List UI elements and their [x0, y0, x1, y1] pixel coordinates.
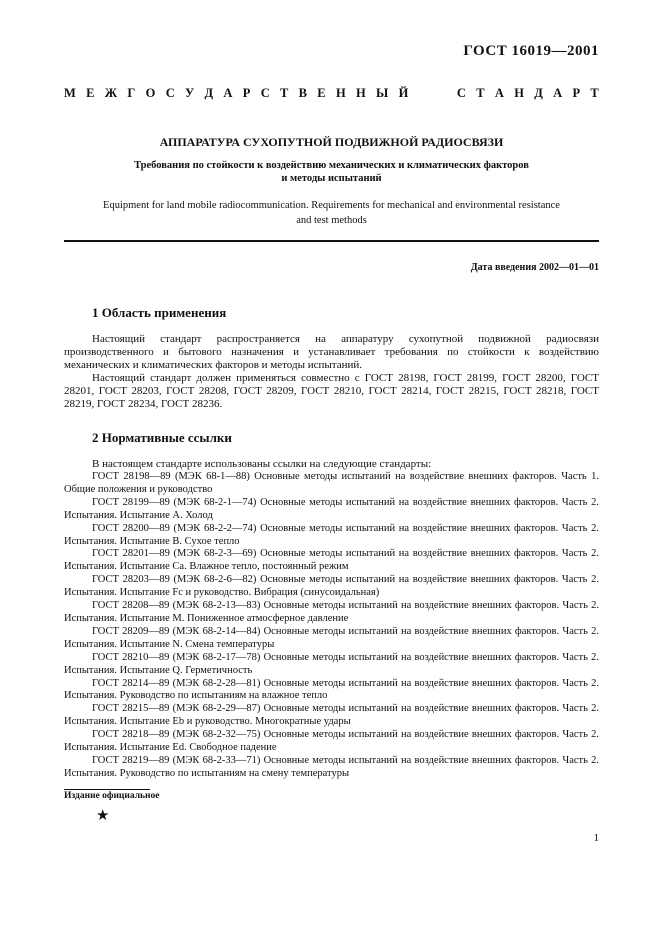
reference-item: ГОСТ 28218—89 (МЭК 68-2-32—75) Основные методы испытаний на воздействие внешних факторов. Часть 2. Испытания. Испытание Ed. Свободное падение [64, 729, 599, 754]
interstate-letter: Ы [376, 86, 389, 100]
interstate-letter: М [64, 86, 76, 100]
title-divider [64, 240, 599, 242]
standard-letter: Р [572, 86, 581, 100]
interstate-letter: Е [86, 86, 95, 100]
section-2-intro: В настоящем стандарте использованы ссылки на следующие стандарты: [92, 458, 432, 470]
reference-item: ГОСТ 28208—89 (МЭК 68-2-13—83) Основные методы испытаний на воздействие внешних факторов. Часть 2. Испытания. Испытание М. Пониженное атмосферное давление [64, 600, 599, 624]
interstate-letter: Р [242, 86, 251, 100]
standard-letter: А [553, 86, 563, 100]
interstate-letter: Т [280, 86, 289, 100]
interstate-letter: А [223, 86, 233, 100]
interstate-letter: О [145, 86, 156, 100]
interstate-letter: Г [127, 86, 136, 100]
reference-item: ГОСТ 28201—89 (МЭК 68-2-3—69) Основные методы испытаний на воздействие внешних факторов. Часть 2. Испытания. Испытание Са. Влажное тепло, постоянный режим [64, 548, 599, 573]
section-1-paragraph-2: Настоящий стандарт должен применяться совместно с ГОСТ 28198, ГОСТ 28199, ГОСТ 28200, ГОСТ 28201, ГОСТ 28203, ГОСТ 28208, ГОСТ 28209, ГОСТ 28210, ГОСТ 28214, ГОСТ 28215, ГОСТ 28218, ГОСТ 28219, ГОСТ 28234, ГОСТ 28236. [64, 372, 599, 410]
section-1-paragraph-1: Настоящий стандарт распространяется на аппаратуру сухопутной подвижной радиосвязи производственного и бытового назначения и устанавливает требования по стойкости к воздействию механических и климатических факторов и методы испытаний. [64, 333, 599, 371]
interstate-standard-heading [64, 86, 599, 101]
standard-letter: А [494, 86, 504, 100]
reference-item: ГОСТ 28219—89 (МЭК 68-2-33—71) Основные методы испытаний на воздействие внешних факторов. Часть 2. Испытания. Руководство по испытаниям на смену температуры [64, 754, 599, 779]
interstate-letter: С [260, 86, 270, 100]
reference-item: ГОСТ 28199—89 (МЭК 68-2-1—74) Основные методы испытаний на воздействие внешних факторов. Часть 2. Испытания. Испытание А. Холод [64, 496, 599, 521]
interstate-letter: Н [355, 86, 366, 100]
standard-letter: С [456, 86, 466, 100]
reference-item: ГОСТ 28210—89 (МЭК 68-2-17—78) Основные методы испытаний на воздействие внешних факторов. Часть 2. Испытания. Испытание Q. Герметичность [64, 651, 599, 676]
subtitle-en-line-1: Equipment for land mobile radiocommunication. Requirements for mechanical and environmental resistance [103, 200, 560, 211]
reference-item: ГОСТ 28215—89 (МЭК 68-2-29—87) Основные методы испытаний на воздействие внешних факторов. Часть 2. Испытания. Испытание Eb и руководство. Многократные удары [64, 703, 599, 728]
edition-divider [64, 789, 150, 790]
interstate-letter: Й [398, 86, 409, 100]
interstate-letter: Н [335, 86, 346, 100]
reference-item: ГОСТ 28209—89 (МЭК 68-2-14—84) Основные методы испытаний на воздействие внешних факторов. Часть 2. Испытания. Испытание N. Смена температуры [64, 625, 599, 650]
standard-letter: Т [590, 86, 599, 100]
reference-item: ГОСТ 28200—89 (МЭК 68-2-2—74) Основные методы испытаний на воздействие внешних факторов. Часть 2. Испытания. Испытание В. Сухое тепло [64, 522, 599, 547]
document-subtitle-en [64, 198, 599, 228]
subtitle-ru-line-1: Требования по стойкости к воздействию механических и климатических факторов [134, 160, 529, 171]
normative-references-list [64, 471, 599, 781]
document-subtitle-ru [64, 159, 599, 185]
section-2-title: 2 Нормативные ссылки [92, 430, 232, 445]
interstate-word-gap [419, 86, 447, 101]
interstate-letter: С [165, 86, 175, 100]
interstate-letter: Д [204, 86, 214, 100]
subtitle-ru-line-2: и методы испытаний [281, 173, 382, 184]
document-number: ГОСТ 16019—2001 [463, 43, 599, 59]
standard-letter: Д [534, 86, 543, 100]
reference-item: ГОСТ 28203—89 (МЭК 68-2-6—82) Основные методы испытаний на воздействие внешних факторов. Часть 2. Испытания. Испытание Fc и руководство. Вибрация (синусоидальная) [64, 574, 599, 599]
subtitle-en-line-2: and test methods [296, 215, 367, 226]
interstate-letter: Е [317, 86, 326, 100]
star-icon: ★ [96, 806, 110, 824]
official-edition-label: Издание официальное [64, 791, 160, 801]
page-number: 1 [593, 832, 599, 844]
section-1-title: 1 Область применения [92, 305, 227, 320]
reference-item: ГОСТ 28198—89 (МЭК 68-1—88) Основные методы испытаний на воздействие внешних факторов. Часть 1. Общие положения и руководство [64, 471, 599, 495]
introduction-date: Дата введения 2002—01—01 [470, 262, 599, 273]
interstate-letter: У [185, 86, 195, 100]
standard-letter: Н [514, 86, 524, 100]
standard-letter: Т [476, 86, 485, 100]
reference-item: ГОСТ 28214—89 (МЭК 68-2-28—81) Основные методы испытаний на воздействие внешних факторов. Часть 2. Испытания. Руководство по испытаниям на влажное тепло [64, 677, 599, 702]
interstate-letter: В [298, 86, 307, 100]
interstate-letter: Ж [104, 86, 118, 100]
document-title: АППАРАТУРА СУХОПУТНОЙ ПОДВИЖНОЙ РАДИОСВЯЗИ [159, 135, 504, 149]
